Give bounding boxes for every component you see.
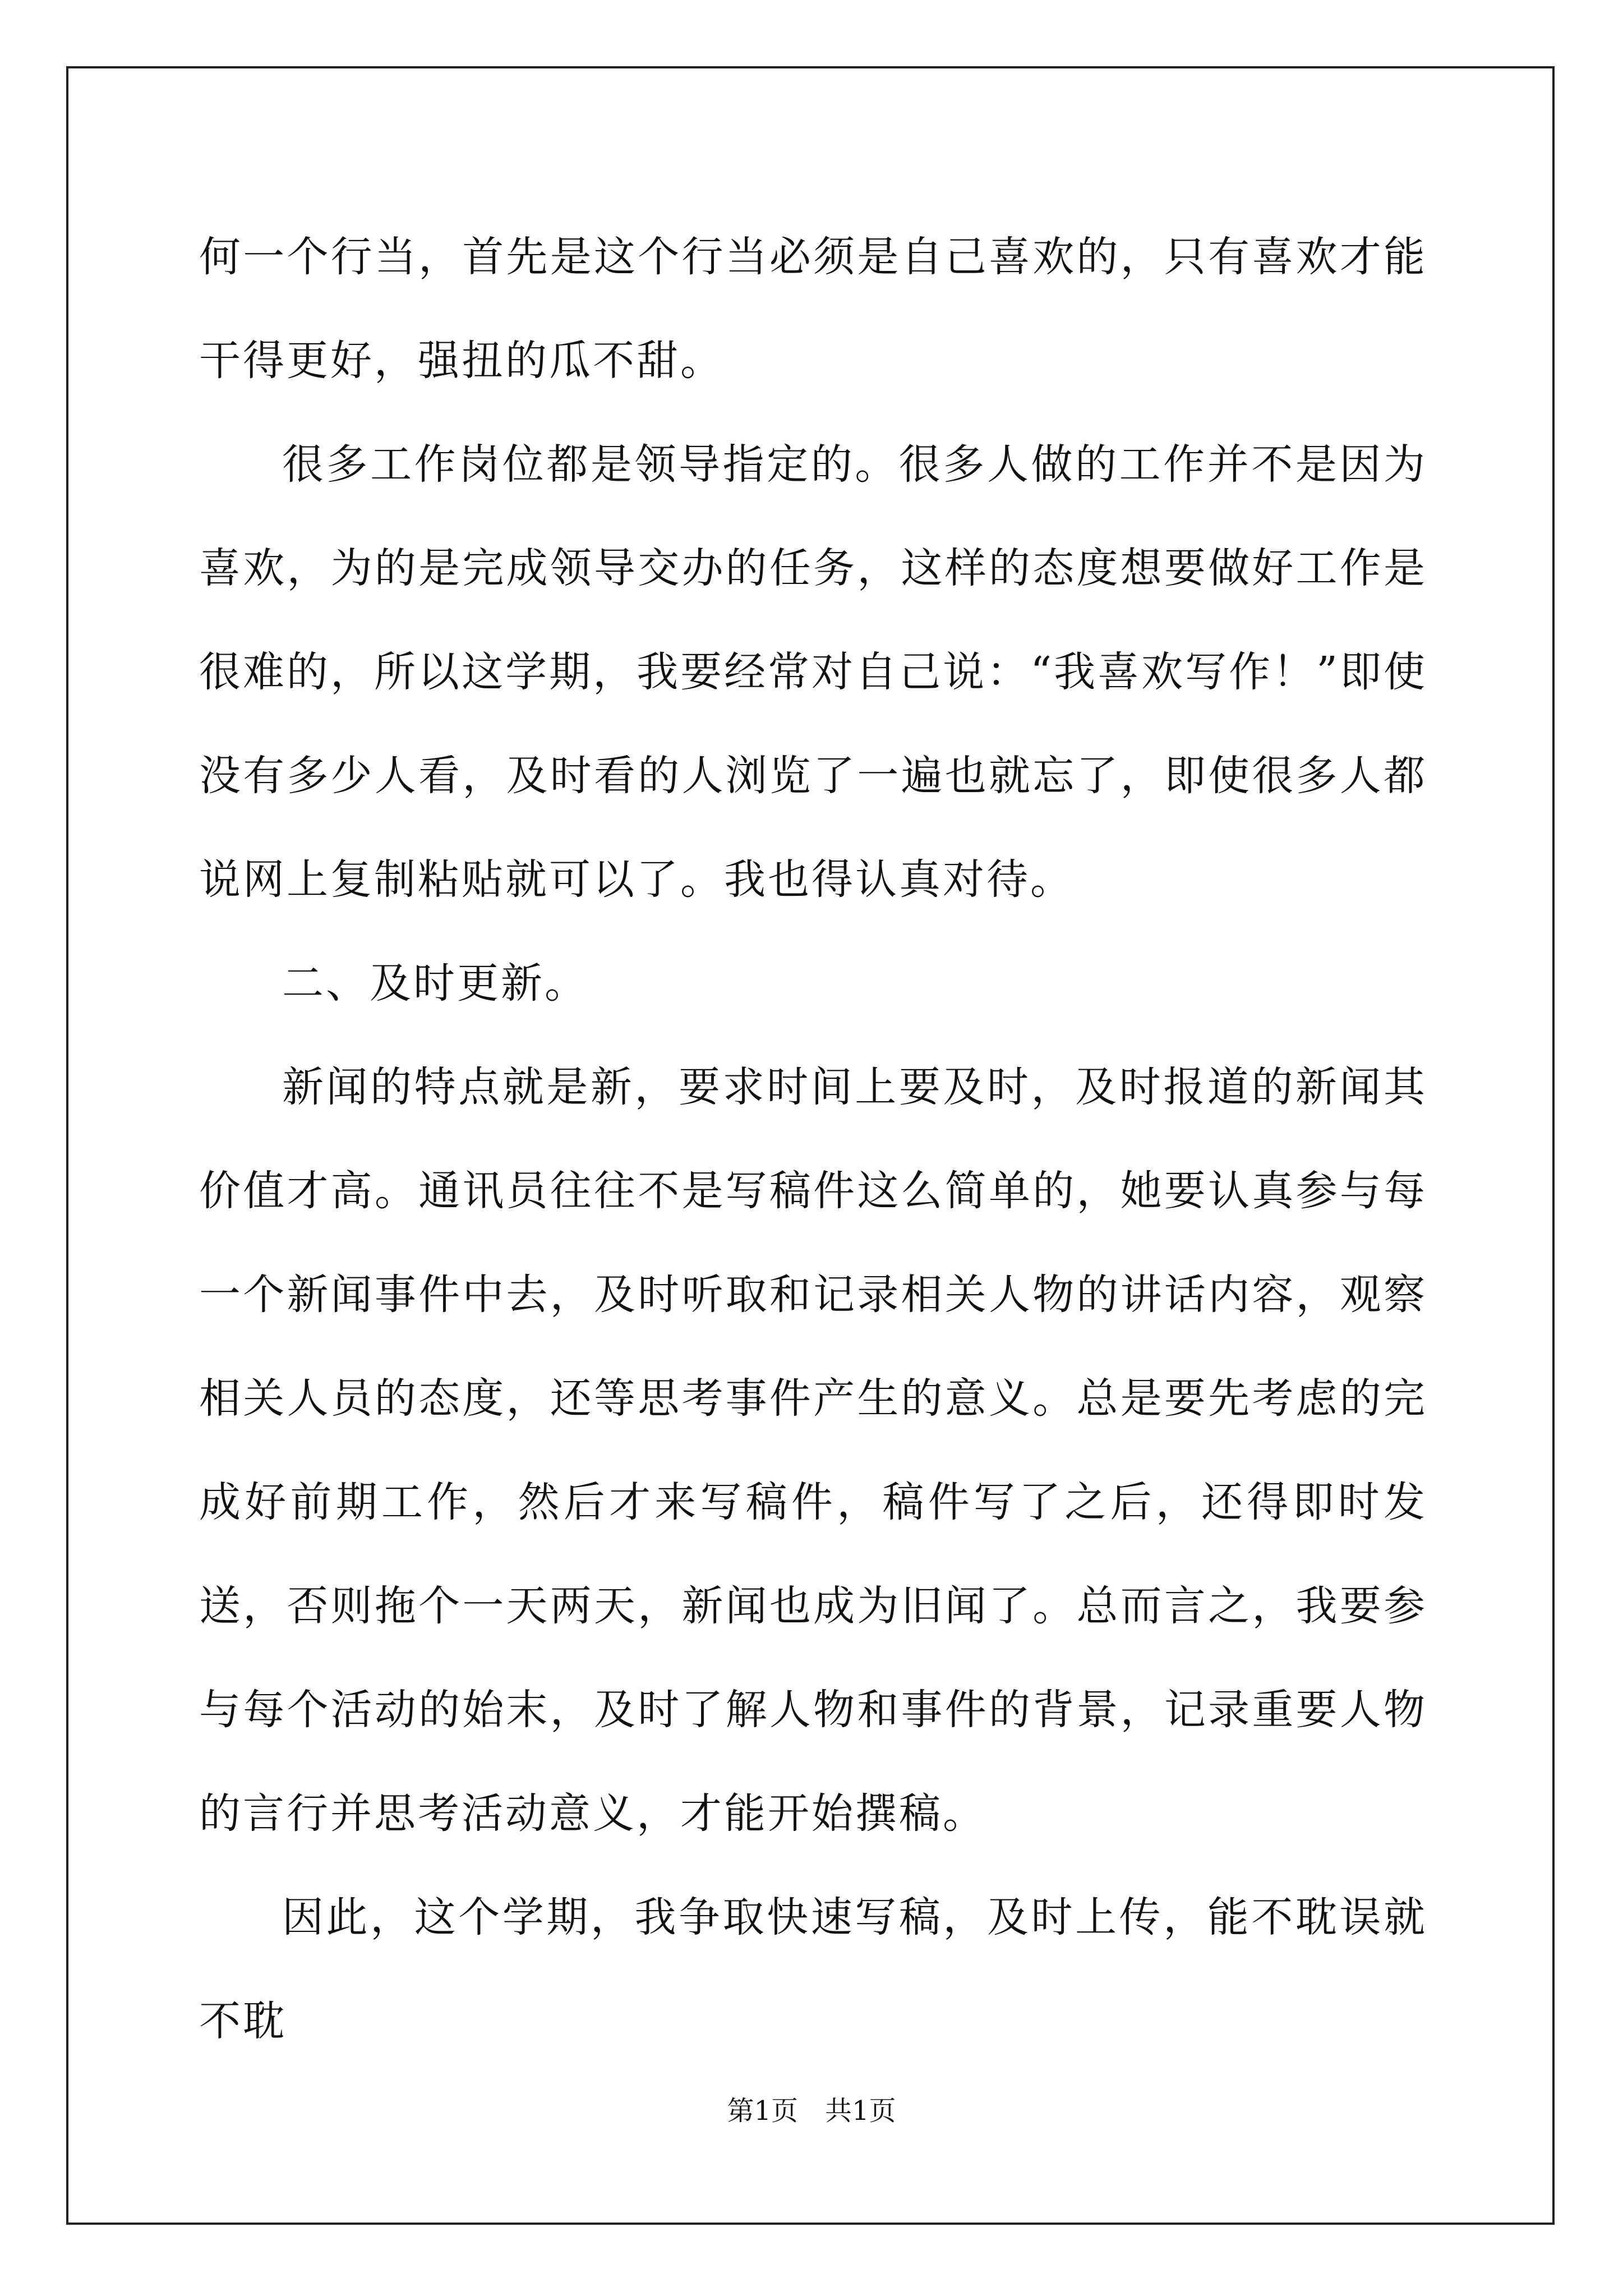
section-heading: 二、及时更新。: [282, 959, 588, 1007]
paragraph-3: 新闻的特点就是新，要求时间上要及时，及时报道的新闻其价值才高。通讯员往往不是写稿件这么简单的，她要认真参与每一个新闻事件中去，及时听取和记录相关人物的讲话内容，观察相关人员的态度，还等思考事件产生的意义。总是要先考虑的完成好前期工作，然后才来写稿件，稿件写了之后，还得即时发送，否则拖个一天两天，新闻也成为旧闻了。总而言之，我要参与每个活动的始末，及时了解人物和事件的背景，记录重要人物的言行并思考活动意义，才能开始撰稿。: [199, 1063, 1427, 1838]
document-body: [199, 205, 1427, 2073]
page-footer: 第1页 共1页: [727, 2095, 896, 2127]
paragraph-1: 何一个行当，首先是这个行当必须是自己喜欢的，只有喜欢才能干得更好，强扭的瓜不甜。: [199, 233, 1427, 385]
paragraph-2: 很多工作岗位都是领导指定的。很多人做的工作并不是因为喜欢，为的是完成领导交办的任务，这样的态度想要做好工作是很难的，所以这学期，我要经常对自己说：“我喜欢写作！”即使没有多少人看，及时看的人浏览了一遍也就忘了，即使很多人都说网上复制粘贴就可以了。我也得认真对待。: [199, 440, 1427, 904]
paragraph-4: 因此，这个学期，我争取快速写稿，及时上传，能不耽误就不耽: [199, 1893, 1427, 2045]
